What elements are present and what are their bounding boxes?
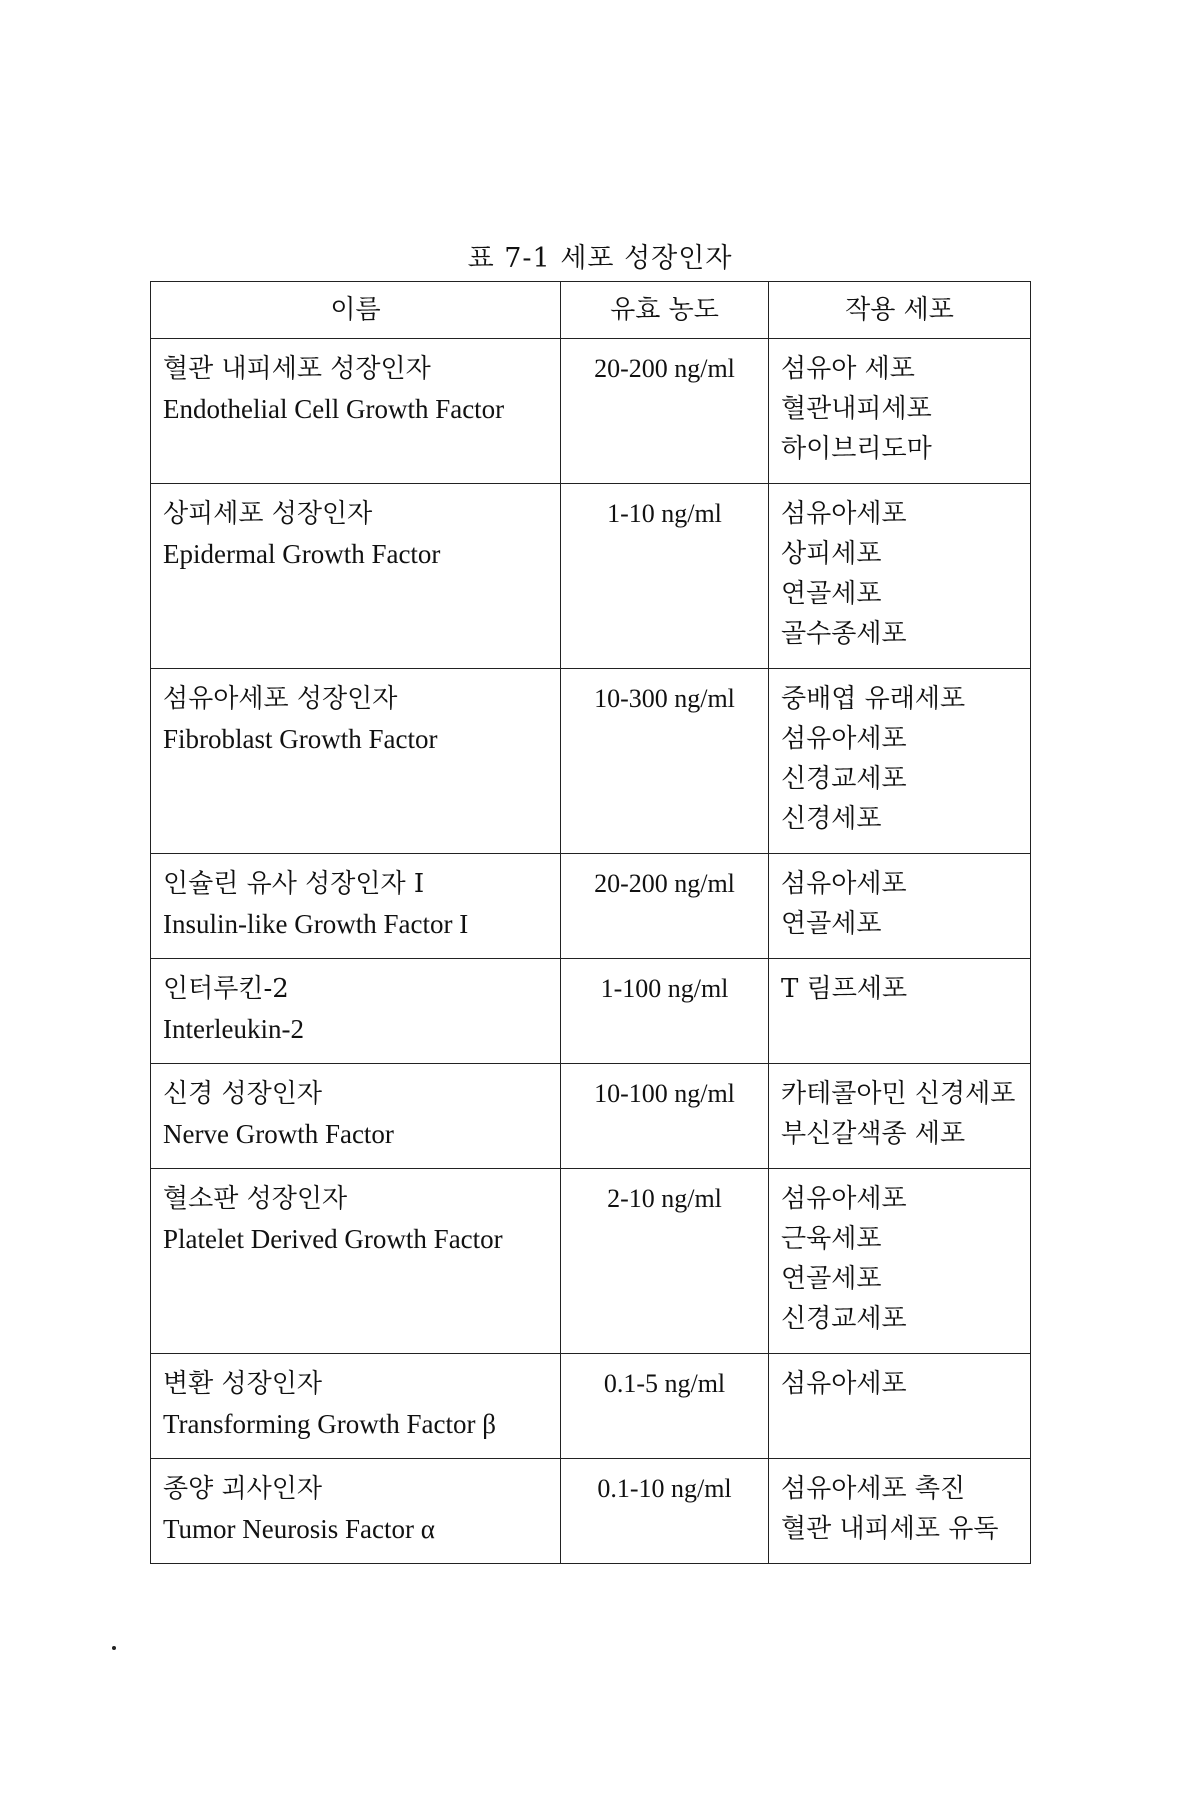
- table-row: [151, 339, 1031, 484]
- target-cells-cell: [769, 669, 1031, 854]
- table-caption: 표 7-1 세포 성장인자: [467, 243, 733, 274]
- effective-concentration: 10-100 ng/ml: [561, 1064, 769, 1169]
- factor-name-english: Insulin-like Growth Factor I: [163, 909, 469, 939]
- stray-mark: [112, 1646, 116, 1650]
- factor-name-cell: [151, 484, 561, 669]
- factor-name-korean: 인슐린 유사 성장인자 I: [163, 869, 425, 899]
- target-cell-type: 신경교세포: [781, 1304, 907, 1334]
- target-cell-type: 혈관 내피세포 유독: [781, 1514, 999, 1544]
- target-cells-cell: [769, 1064, 1031, 1169]
- target-cells-cell: [769, 1354, 1031, 1459]
- factor-name-english: Tumor Neurosis Factor α: [163, 1514, 435, 1544]
- effective-concentration: 20-200 ng/ml: [561, 854, 769, 959]
- table-row: [151, 1354, 1031, 1459]
- effective-concentration: 20-200 ng/ml: [561, 339, 769, 484]
- factor-name-english: Transforming Growth Factor β: [163, 1409, 496, 1439]
- effective-concentration: 1-10 ng/ml: [561, 484, 769, 669]
- target-cell-type: 섬유아세포: [781, 724, 907, 754]
- growth-factor-table: [150, 281, 1031, 1564]
- table-row: [151, 1459, 1031, 1564]
- effective-concentration: 2-10 ng/ml: [561, 1169, 769, 1354]
- factor-name-english: Fibroblast Growth Factor: [163, 724, 438, 754]
- target-cell-type: 섬유아세포: [781, 499, 907, 529]
- factor-name-cell: [151, 1354, 561, 1459]
- factor-name-korean: 변환 성장인자: [163, 1369, 322, 1399]
- factor-name-english: Platelet Derived Growth Factor: [163, 1224, 503, 1254]
- target-cell-type: 연골세포: [781, 579, 882, 609]
- table-row: [151, 1169, 1031, 1354]
- target-cells-cell: [769, 1459, 1031, 1564]
- factor-name-cell: [151, 959, 561, 1064]
- target-cell-type: 섬유아 세포: [781, 354, 915, 384]
- header-name: 이름: [151, 282, 561, 339]
- target-cell-type: 섬유아세포: [781, 869, 907, 899]
- factor-name-korean: 섬유아세포 성장인자: [163, 684, 398, 714]
- target-cell-type: 섬유아세포 촉진: [781, 1474, 966, 1504]
- target-cell-type: 부신갈색종 세포: [781, 1119, 966, 1149]
- effective-concentration: 0.1-10 ng/ml: [561, 1459, 769, 1564]
- factor-name-korean: 혈관 내피세포 성장인자: [163, 354, 431, 384]
- target-cell-type: 골수종세포: [781, 619, 907, 649]
- target-cell-type: 하이브리도마: [781, 434, 932, 464]
- target-cell-type: 섬유아세포: [781, 1369, 907, 1399]
- factor-name-korean: 상피세포 성장인자: [163, 499, 373, 529]
- factor-name-english: Epidermal Growth Factor: [163, 539, 441, 569]
- factor-name-korean: 신경 성장인자: [163, 1079, 322, 1109]
- effective-concentration: 10-300 ng/ml: [561, 669, 769, 854]
- target-cell-type: T 림프세포: [781, 974, 908, 1004]
- factor-name-cell: [151, 669, 561, 854]
- table-header-row: [151, 282, 1031, 339]
- target-cell-type: 상피세포: [781, 539, 882, 569]
- effective-concentration: 0.1-5 ng/ml: [561, 1354, 769, 1459]
- factor-name-english: Nerve Growth Factor: [163, 1119, 394, 1149]
- table-row: [151, 959, 1031, 1064]
- table-row: [151, 669, 1031, 854]
- factor-name-cell: [151, 1169, 561, 1354]
- target-cell-type: 섬유아세포: [781, 1184, 907, 1214]
- table-row: [151, 484, 1031, 669]
- header-concentration: 유효 농도: [561, 282, 769, 339]
- target-cells-cell: [769, 339, 1031, 484]
- table-row: [151, 1064, 1031, 1169]
- target-cells-cell: [769, 1169, 1031, 1354]
- factor-name-korean: 인터루킨-2: [163, 974, 289, 1004]
- target-cell-type: 연골세포: [781, 1264, 882, 1294]
- factor-name-english: Endothelial Cell Growth Factor: [163, 394, 505, 424]
- table-row: [151, 854, 1031, 959]
- factor-name-english: Interleukin-2: [163, 1014, 304, 1044]
- target-cell-type: 신경세포: [781, 804, 882, 834]
- target-cells-cell: [769, 854, 1031, 959]
- target-cell-type: 연골세포: [781, 909, 882, 939]
- factor-name-cell: [151, 339, 561, 484]
- target-cell-type: 신경교세포: [781, 764, 907, 794]
- target-cells-cell: [769, 959, 1031, 1064]
- target-cells-cell: [769, 484, 1031, 669]
- target-cell-type: 근육세포: [781, 1224, 882, 1254]
- factor-name-korean: 혈소판 성장인자: [163, 1184, 348, 1214]
- factor-name-cell: [151, 1459, 561, 1564]
- target-cell-type: 혈관내피세포: [781, 394, 932, 424]
- target-cell-type: 중배엽 유래세포: [781, 684, 966, 714]
- effective-concentration: 1-100 ng/ml: [561, 959, 769, 1064]
- target-cell-type: 카테콜아민 신경세포: [781, 1079, 1016, 1109]
- header-target-cells: 작용 세포: [769, 282, 1031, 339]
- factor-name-cell: [151, 1064, 561, 1169]
- factor-name-korean: 종양 괴사인자: [163, 1474, 322, 1504]
- factor-name-cell: [151, 854, 561, 959]
